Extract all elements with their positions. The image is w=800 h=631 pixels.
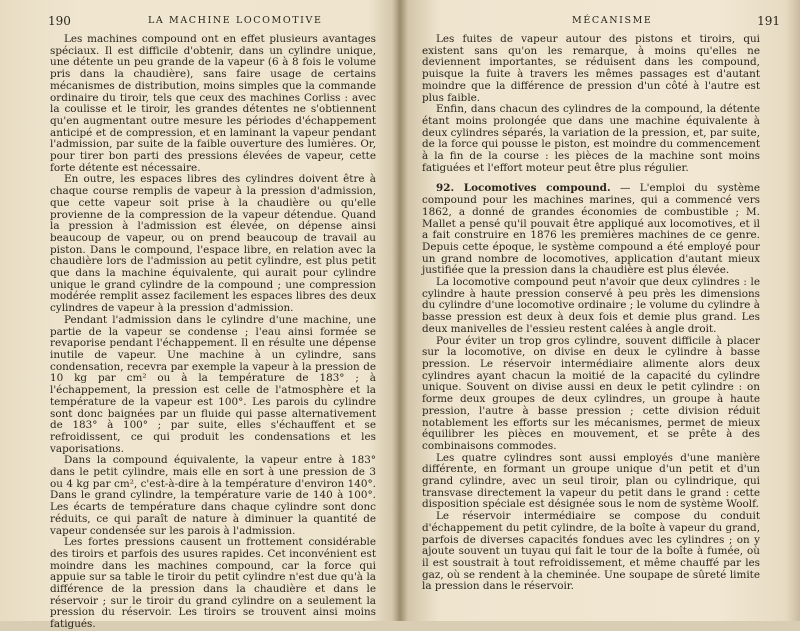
section-heading: 92. Locomotives compound. <box>436 182 611 195</box>
paragraph: La locomotive compound peut n'avoir que deux cylindres : le cylindre à haute pression conservé à peu près les dimensions du cylindre d'une locomotive ordinaire ; le volume du cylindre à basse pression est deux à deux fois et demie plus grand. Les deux manivelles de l'essieu restent calées à angle droit. <box>422 276 760 335</box>
paragraph: Dans la compound équivalente, la vapeur entre à 183° dans le petit cylindre, mais elle en sort à une pression de 3 ou 4 kg par cm², c'est-à-dire à la température d'environ 140°. Dans le grand cylindre, la température varie de 140 à 100°. Les écarts de température dans chaque cylindre sont donc réduits, ce qui paraît de nature à diminuer la quantité de vapeur condensée sur les parois à l'admission. <box>50 454 376 537</box>
right-page-number: 191 <box>757 14 780 28</box>
right-running-head: MÉCANISME <box>572 15 653 26</box>
paragraph: Enfin, dans chacun des cylindres de la compound, la détente étant moins prolongée que dans une machine équivalente à deux cylindres séparés, la variation de la pression, et, par suite, de la force qui pousse le piston, est moindre du commencement à la fin de la course : les pièces de la machine sont moins fatiguées et l'effort moteur peut être plus régulier. <box>422 103 760 174</box>
left-page-header <box>48 14 376 30</box>
paragraph: Les machines compound ont en effet plusieurs avantages spéciaux. Il est difficile d'obtenir, dans un cylindre unique, une détente un peu grande de la vapeur (6 à 8 fois le volume pris dans la chaudière), sans faire usage de certains mécanismes de distribution, moins simples que la commande ordinaire du tiroir, tels que ceux des machines Corliss : avec la coulisse et le tiroir, les grandes détentes ne s'obtiennent qu'en augmentant outre mesure les périodes d'échappement anticipé et de compression, et en laminant la vapeur pendant l'admission, par suite de la faible ouverture des lumières. Or, pour tirer bon parti des pressions élevées de vapeur, cette forte détente est nécessaire. <box>50 33 376 174</box>
section-text: — L'emploi du système compound pour les machines marines, qui a commencé vers 1862, a donné de grandes économies de combustible ; M. Mallet a pensé qu'il pouvait être appliqué aux locomotives, et il a fait construire en 1876 les premières machines de ce genre. Depuis cette époque, le système compound a été employé pour un grand nombre de locomotives, application d'autant mieux justifiée que la pression dans la chaudière est plus élevée. <box>422 182 760 277</box>
paragraph: Pendant l'admission dans le cylindre d'une machine, une partie de la vapeur se condense ; l'eau ainsi formée se revaporise pendant l'échappement. Il en résulte une dépense inutile de vapeur. Une machine à un cylindre, sans condensation, recevra par exemple la vapeur à la pression de 10 kg par cm² ou à la température de 183° ; à l'échappement, la pression est celle de l'atmosphère et la température de la vapeur est 100°. Les parois du cylindre sont donc baignées par un fluide qui passe alternativement de 183° à 100° ; par suite, elles s'échauffent et se refroidissent, ce qui produit les condensations et les vaporisations. <box>50 313 376 455</box>
page-edge-shadow <box>786 0 800 621</box>
paragraph: Les quatre cylindres sont aussi employés d'une manière différente, en formant un groupe unique d'un petit et d'un grand cylindre, avec un seul tiroir, plan ou cylindrique, qui transvase directement la vapeur du petit dans le grand : cette disposition spéciale est désignée sous le nom de système Woolf. <box>422 451 760 511</box>
right-page <box>400 0 800 621</box>
left-page-body <box>50 34 376 631</box>
left-running-head: LA MACHINE LOCOMOTIVE <box>148 15 323 26</box>
paragraph: Le réservoir intermédiaire se compose du conduit d'échappement du petit cylindre, de la boîte à vapeur du grand, parfois de diverses capacités fondues avec les cylindres ; on y ajoute souvent un tuyau qui fait le tour de la boîte à fumée, où il est soustrait à tout refroidissement, et même chauffé par les gaz, où se rendent à la cheminée. Une soupape de sûreté limite la pression dans le réservoir. <box>422 510 760 593</box>
left-page-number: 190 <box>48 14 71 28</box>
paragraph: Les fuites de vapeur autour des pistons et tiroirs, qui existent sans qu'on les remarque, à moins qu'elles ne deviennent importantes, se réduisent dans les compound, puisque la fuite à travers les mêmes passages est d'autant moindre que la différence de pression d'un côté à l'autre est plus faible. <box>422 33 760 104</box>
right-page-body <box>422 34 760 593</box>
paragraph: Les fortes pressions causent un frottement considérable des tiroirs et parfois des usures rapides. Cet inconvénient est moindre dans les machines compound, car la force qui appuie sur sa table le tiroir du petit cylindre n'est due qu'à la différence de la pression dans la chaudière et dans le réservoir ; sur le tiroir du grand cylindre on a seulement la pression du réservoir. Les tiroirs se trouvent ainsi moins fatigués. <box>50 536 376 631</box>
paragraph: Pour éviter un trop gros cylindre, souvent difficile à placer sur la locomotive, on divise en deux le cylindre à basse pression. Le réservoir intermédiaire alimente alors deux cylindres ayant chacun la moitié de la capacité du cylindre unique. Souvent on divise aussi en deux le petit cylindre : on forme deux groupes de deux cylindres, un groupe à haute pression, l'autre à basse pression ; cette division réduit notablement les efforts sur les mécanismes, permet de mieux équilibrer les pièces en mouvement, et se prête à des combinaisons commodes. <box>422 334 760 452</box>
paragraph: En outre, les espaces libres des cylindres doivent être à chaque course remplis de vapeur à la pression d'admission, que cette vapeur soit prise à la chaudière ou qu'elle provienne de la compression de la vapeur détendue. Quand la pression à l'admission est élevée, on dépense ainsi beaucoup de vapeur, ou on prend beaucoup de travail au piston. Dans le compound, l'espace libre, en relation avec la chaudière lors de l'admission au petit cylindre, est plus petit que dans la machine équivalente, qui aurait pour cylindre unique le grand cylindre de la compound ; une compression modérée remplit assez facilement les espaces libres des deux cylindres de vapeur à la pression d'admission. <box>50 173 376 315</box>
section-paragraph <box>422 183 760 277</box>
right-page-header <box>422 14 780 30</box>
